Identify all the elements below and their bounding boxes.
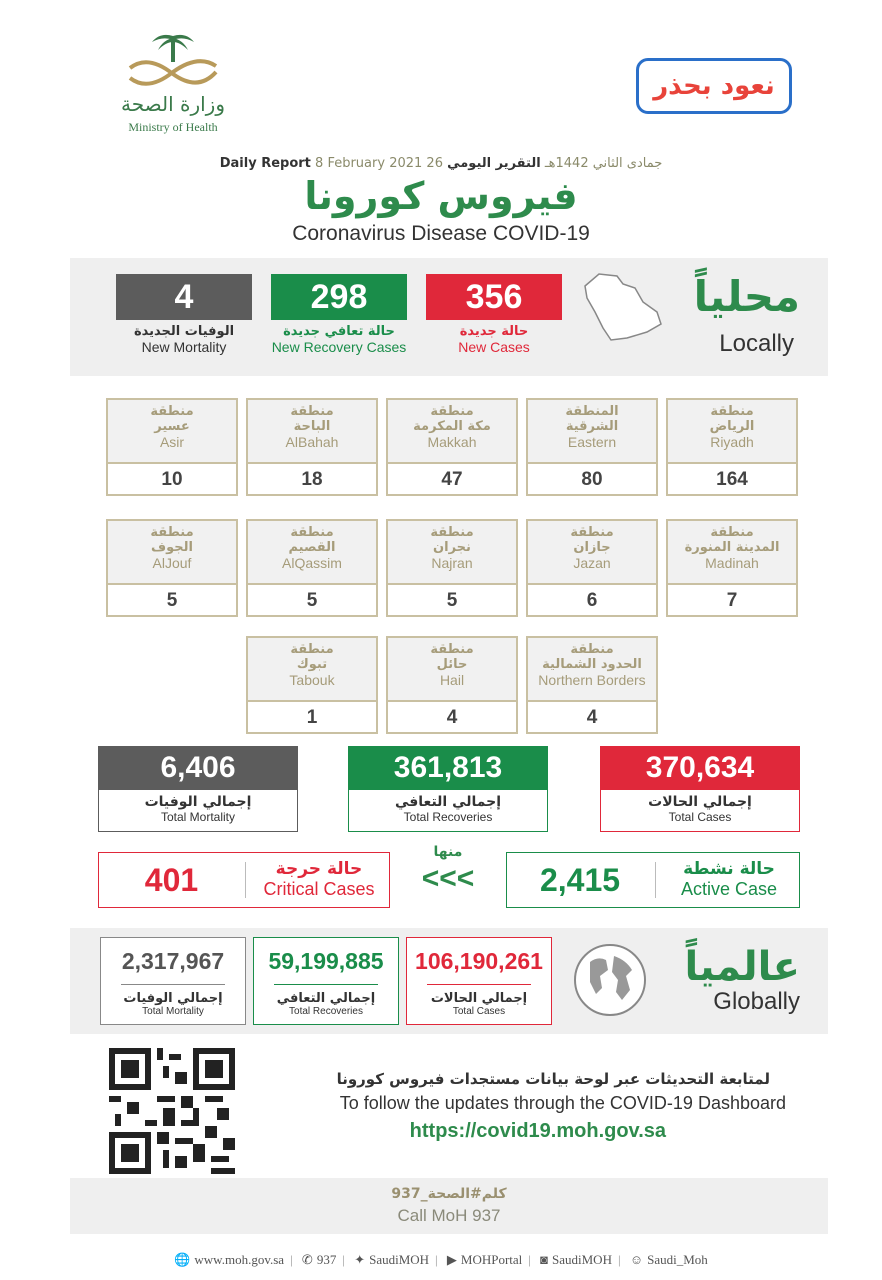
region-name-ar: الباحة	[293, 419, 331, 434]
new-cases-en: New Cases	[458, 339, 530, 355]
report-line	[0, 156, 882, 171]
report-ar: التقرير اليومي	[447, 156, 541, 171]
critical-ar: حالة حرجة	[275, 859, 363, 879]
new-mortality-stat	[116, 274, 252, 355]
total-cases-card	[600, 746, 800, 832]
region-name-en: Tabouk	[289, 672, 335, 688]
region-label: منطقة	[430, 404, 474, 419]
total-mortality-en: Total Mortality	[160, 810, 236, 824]
new-recovery-value: 298	[271, 274, 407, 320]
region-label: منطقة	[710, 525, 754, 540]
region-value: 1	[306, 707, 318, 728]
new-recovery-stat	[271, 274, 407, 355]
region-name-ar: المدينة المنورة	[684, 540, 780, 555]
region-name-en: Northern Borders	[538, 672, 646, 688]
report-greg-date: 8 February 2021	[315, 156, 423, 171]
active-value: 2,415	[539, 862, 621, 898]
region-value: 164	[716, 469, 748, 490]
footer-phone[interactable]: 937	[316, 1252, 337, 1267]
region-card	[386, 519, 518, 617]
snapchat-icon: ☺	[629, 1252, 644, 1267]
region-name-en: Jazan	[573, 555, 611, 571]
locally-title-en: Locally	[719, 330, 794, 357]
new-mortality-en: New Mortality	[141, 339, 227, 355]
global-mortality-value: 2,317,967	[121, 948, 225, 974]
region-label: المنطقة	[565, 404, 619, 419]
region-name-ar: مكة المكرمة	[413, 419, 491, 434]
footer-snapchat[interactable]: Saudi_Moh	[647, 1252, 708, 1267]
global-recoveries-ar: إجمالي التعافي	[276, 991, 376, 1006]
region-value: 10	[161, 469, 183, 490]
region-value: 5	[446, 590, 458, 611]
total-mortality-ar: إجمالي الوفيات	[144, 794, 252, 810]
globe-icon	[572, 942, 648, 1018]
region-value: 80	[581, 469, 603, 490]
arrows-icon: <<<	[421, 862, 475, 895]
region-value: 4	[446, 707, 458, 728]
region-card	[526, 519, 658, 617]
region-value: 5	[166, 590, 178, 611]
global-recoveries-card	[253, 937, 399, 1025]
active-en: Active Case	[680, 879, 778, 899]
region-label: منطقة	[290, 525, 334, 540]
region-card	[666, 519, 798, 617]
globally-title-en: Globally	[713, 988, 800, 1015]
title-en: Coronavirus Disease COVID-19	[292, 222, 590, 245]
region-name-en: Hail	[439, 672, 465, 688]
twitter-icon: ✦	[354, 1252, 366, 1267]
ministry-name-ar: وزارة الصحة	[121, 92, 225, 116]
new-cases-stat	[426, 274, 562, 355]
region-label: منطقة	[430, 525, 474, 540]
active-cases-card	[506, 852, 800, 908]
global-cases-value: 106,190,261	[415, 948, 543, 974]
global-mortality-card	[100, 937, 246, 1025]
web-icon: 🌐	[174, 1252, 191, 1267]
globally-title-ar: عالمياً	[684, 944, 800, 990]
region-name-ar: الشرقية	[565, 419, 619, 434]
region-name-en: Eastern	[567, 434, 617, 450]
footer: 🌐 www.moh.gov.sa | ✆ 937 | ✦ SaudiMOH | ▶ MOHPortal | ◙ SaudiMOH | ☺ Saudi_Moh	[174, 1252, 708, 1267]
new-cases-ar: حالة جديدة	[459, 324, 529, 339]
region-name-ar: القصيم	[288, 540, 336, 555]
region-label: منطقة	[290, 404, 334, 419]
youtube-icon: ▶	[446, 1252, 457, 1267]
region-label: منطقة	[150, 525, 194, 540]
footer-twitter[interactable]: SaudiMOH	[369, 1252, 430, 1267]
region-name-ar: عسير	[154, 419, 190, 434]
global-recoveries-value: 59,199,885	[268, 948, 384, 974]
region-card	[386, 636, 518, 734]
region-card	[106, 398, 238, 496]
new-recovery-ar: حالة تعافي جديدة	[283, 324, 395, 339]
global-cases-card	[406, 937, 552, 1025]
new-mortality-value: 4	[116, 274, 252, 320]
region-name-en: Makkah	[427, 434, 477, 450]
global-mortality-en: Total Mortality	[142, 1006, 204, 1017]
title-ar: فيروس كورونا	[304, 174, 578, 218]
region-label: منطقة	[570, 642, 614, 657]
total-mortality-card	[98, 746, 298, 832]
region-value: 18	[301, 469, 323, 490]
dashboard-link[interactable]: https://covid19.moh.gov.sa	[409, 1120, 666, 1142]
region-card	[246, 398, 378, 496]
qr-code-icon	[108, 1048, 236, 1174]
region-card	[526, 636, 658, 734]
follow-text-ar: لمتابعة التحديثات عبر لوحة بيانات مستجدات فيروس كورونا	[336, 1070, 770, 1088]
region-name-en: AlBahah	[285, 434, 339, 450]
region-name-ar: الرياض	[709, 419, 755, 434]
region-name-en: Asir	[159, 434, 185, 450]
new-mortality-ar: الوفيات الجديدة	[133, 324, 235, 339]
region-name-ar: الحدود الشمالية	[542, 657, 642, 672]
total-cases-en: Total Cases	[668, 810, 732, 824]
call-ar: كلم#الصحة_937	[391, 1186, 507, 1202]
global-recoveries-en: Total Recoveries	[289, 1006, 363, 1017]
region-label: منطقة	[430, 642, 474, 657]
region-card	[386, 398, 518, 496]
region-label: منطقة	[150, 404, 194, 419]
global-cases-ar: إجمالي الحالات	[430, 991, 528, 1006]
region-value: 6	[586, 590, 598, 611]
region-card	[246, 636, 378, 734]
critical-en: Critical Cases	[263, 879, 375, 899]
region-name-en: Riyadh	[710, 434, 754, 450]
new-recovery-en: New Recovery Cases	[271, 339, 407, 355]
region-name-en: AlJouf	[152, 555, 192, 571]
palm-swords-icon	[108, 30, 238, 94]
total-cases-value: 370,634	[600, 746, 800, 790]
region-name-ar: نجران	[433, 540, 471, 555]
saudi-map-icon	[577, 268, 663, 344]
critical-cases-card	[98, 852, 390, 908]
active-ar: حالة نشطة	[683, 859, 775, 879]
campaign-logo: نعود بحذر	[636, 58, 792, 114]
total-recoveries-value: 361,813	[348, 746, 548, 790]
ministry-name-en: Ministry of Health	[128, 120, 218, 134]
region-label: منطقة	[290, 642, 334, 657]
follow-text-en: To follow the updates through the COVID-19 Dashboard	[339, 1093, 786, 1113]
total-recoveries-en: Total Recoveries	[403, 810, 493, 824]
of-which-label: منها	[433, 844, 463, 860]
region-name-en: Najran	[431, 555, 473, 571]
region-name-ar: الجوف	[151, 540, 193, 555]
global-cases-en: Total Cases	[452, 1006, 506, 1017]
region-card	[666, 398, 798, 496]
critical-value: 401	[144, 862, 199, 898]
region-name-en: Madinah	[705, 555, 759, 571]
region-label: منطقة	[710, 404, 754, 419]
report-en: Daily Report	[219, 156, 311, 171]
region-value: 5	[306, 590, 318, 611]
call-en: Call MoH 937	[397, 1206, 501, 1225]
region-card	[526, 398, 658, 496]
region-card	[106, 519, 238, 617]
region-card	[246, 519, 378, 617]
total-recoveries-card	[348, 746, 548, 832]
region-name-ar: تبوك	[296, 657, 328, 672]
total-recoveries-ar: إجمالي التعافي	[394, 794, 502, 810]
phone-icon: ✆	[301, 1252, 313, 1267]
locally-title-ar: محلياً	[693, 272, 800, 321]
new-cases-value: 356	[426, 274, 562, 320]
footer-youtube[interactable]: MOHPortal	[460, 1252, 523, 1267]
footer-instagram[interactable]: SaudiMOH	[552, 1252, 612, 1267]
footer-web[interactable]: www.moh.gov.sa	[194, 1252, 285, 1267]
region-name-ar: جازان	[573, 540, 611, 555]
report-hijri-date: 26 جمادى الثاني 1442هـ	[426, 156, 663, 171]
instagram-icon: ◙	[540, 1252, 549, 1267]
region-value: 47	[441, 469, 463, 490]
total-cases-ar: إجمالي الحالات	[648, 794, 752, 810]
total-mortality-value: 6,406	[98, 746, 298, 790]
region-name-ar: حائل	[436, 657, 468, 672]
region-name-en: AlQassim	[282, 555, 342, 571]
region-value: 4	[586, 707, 598, 728]
region-label: منطقة	[570, 525, 614, 540]
region-value: 7	[726, 590, 738, 611]
global-mortality-ar: إجمالي الوفيات	[123, 991, 223, 1006]
